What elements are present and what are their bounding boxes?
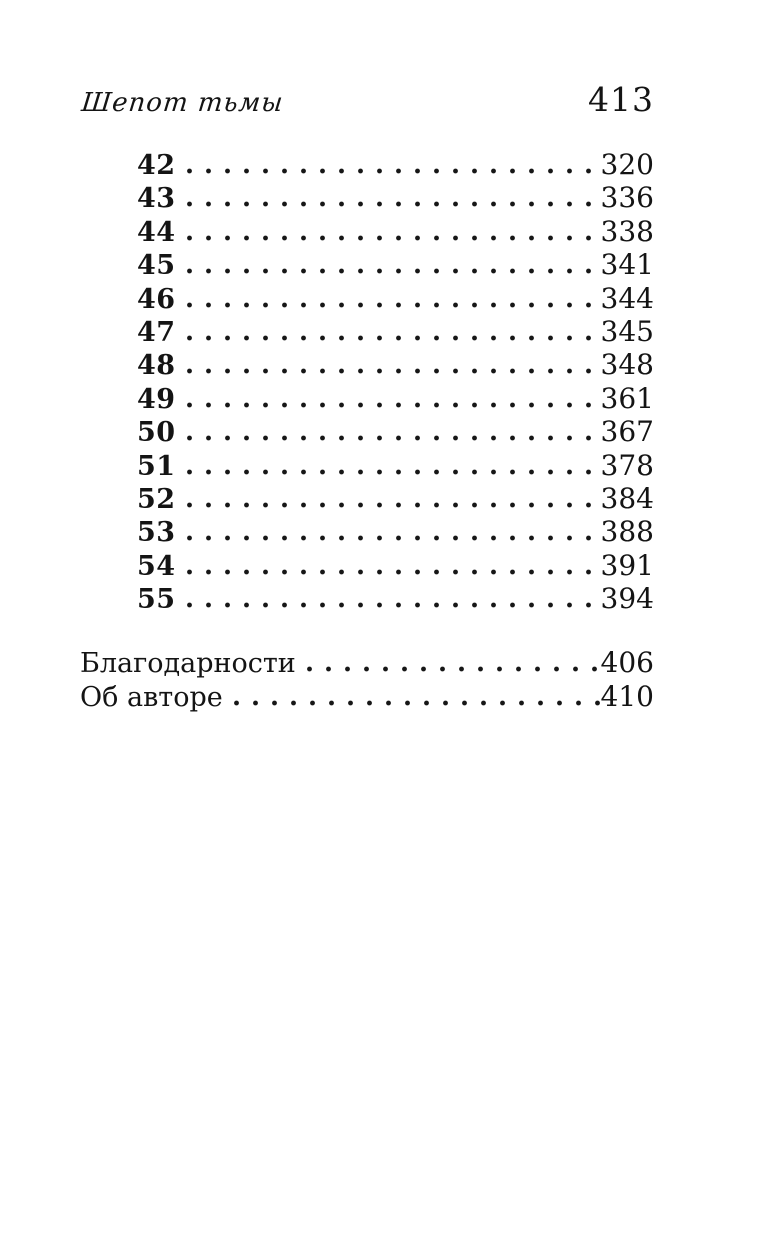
toc-row <box>80 382 654 415</box>
dot-leader <box>180 287 600 308</box>
dot-leader <box>180 554 600 575</box>
toc-entry-page: 338 <box>600 214 654 248</box>
dot-leader <box>180 253 600 274</box>
toc-entry-label: Благодарности <box>80 648 296 680</box>
toc-row <box>80 482 654 515</box>
toc-row <box>80 680 654 713</box>
dot-leader <box>180 320 600 341</box>
toc-row <box>80 449 654 482</box>
toc-entry-page: 388 <box>600 515 654 549</box>
toc-entry-page: 410 <box>600 679 654 713</box>
dot-leader <box>180 420 600 441</box>
toc-entry-page: 394 <box>600 582 654 616</box>
toc-entry-page: 406 <box>600 646 654 680</box>
toc-entry-page: 391 <box>600 548 654 582</box>
toc-row <box>80 148 654 181</box>
toc-entry-label: Об авторе <box>80 681 223 713</box>
dot-leader <box>300 651 600 672</box>
toc-entry-page: 336 <box>600 181 654 215</box>
toc-backmatter-list <box>80 646 654 713</box>
toc-entry-label: 53 <box>137 517 176 549</box>
toc-entry-label: 49 <box>137 383 176 415</box>
dot-leader <box>180 220 600 241</box>
toc-entry-label: 46 <box>137 283 176 315</box>
toc-row <box>80 282 654 315</box>
toc-row <box>80 348 654 381</box>
toc-entry-label: 47 <box>137 316 176 348</box>
toc-entry-page: 378 <box>600 448 654 482</box>
toc-entry-page: 384 <box>600 481 654 515</box>
toc-row <box>80 181 654 214</box>
dot-leader <box>180 520 600 541</box>
toc-entry-label: 54 <box>137 550 176 582</box>
toc-row <box>80 315 654 348</box>
toc-entry-label: 42 <box>137 150 176 181</box>
dot-leader <box>180 353 600 374</box>
toc-entry-page: 361 <box>600 381 654 415</box>
toc-entry-page: 320 <box>600 148 654 181</box>
toc-entry-label: 50 <box>137 417 176 449</box>
toc-entry-page: 348 <box>600 348 654 382</box>
toc-entry-label: 51 <box>137 450 176 482</box>
toc-entry-label: 52 <box>137 483 176 515</box>
toc-row <box>80 215 654 248</box>
toc-entry-page: 367 <box>600 415 654 449</box>
toc-entry-page: 341 <box>600 248 654 282</box>
toc-entry-label: 43 <box>137 183 176 215</box>
toc-entry-label: 48 <box>137 350 176 382</box>
dot-leader <box>180 487 600 508</box>
toc-entry-page: 345 <box>600 314 654 348</box>
toc-entry-label: 45 <box>137 250 176 282</box>
toc-row <box>80 646 654 679</box>
dot-leader <box>180 153 600 174</box>
dot-leader <box>180 587 600 608</box>
toc-row <box>80 515 654 548</box>
toc-entry-label: 44 <box>137 216 176 248</box>
toc-chapter-list <box>80 148 654 615</box>
dot-leader <box>180 186 600 207</box>
page-number: 413 <box>588 80 654 119</box>
toc-row <box>80 415 654 448</box>
toc-entry-page: 344 <box>600 281 654 315</box>
toc-row <box>80 582 654 615</box>
toc-row <box>80 549 654 582</box>
dot-leader <box>180 387 600 408</box>
running-title: Шепот тьмы <box>80 88 286 118</box>
dot-leader <box>227 685 600 706</box>
running-header <box>80 80 654 118</box>
toc-entry-label: 55 <box>137 584 176 616</box>
toc-row <box>80 248 654 281</box>
dot-leader <box>180 454 600 475</box>
